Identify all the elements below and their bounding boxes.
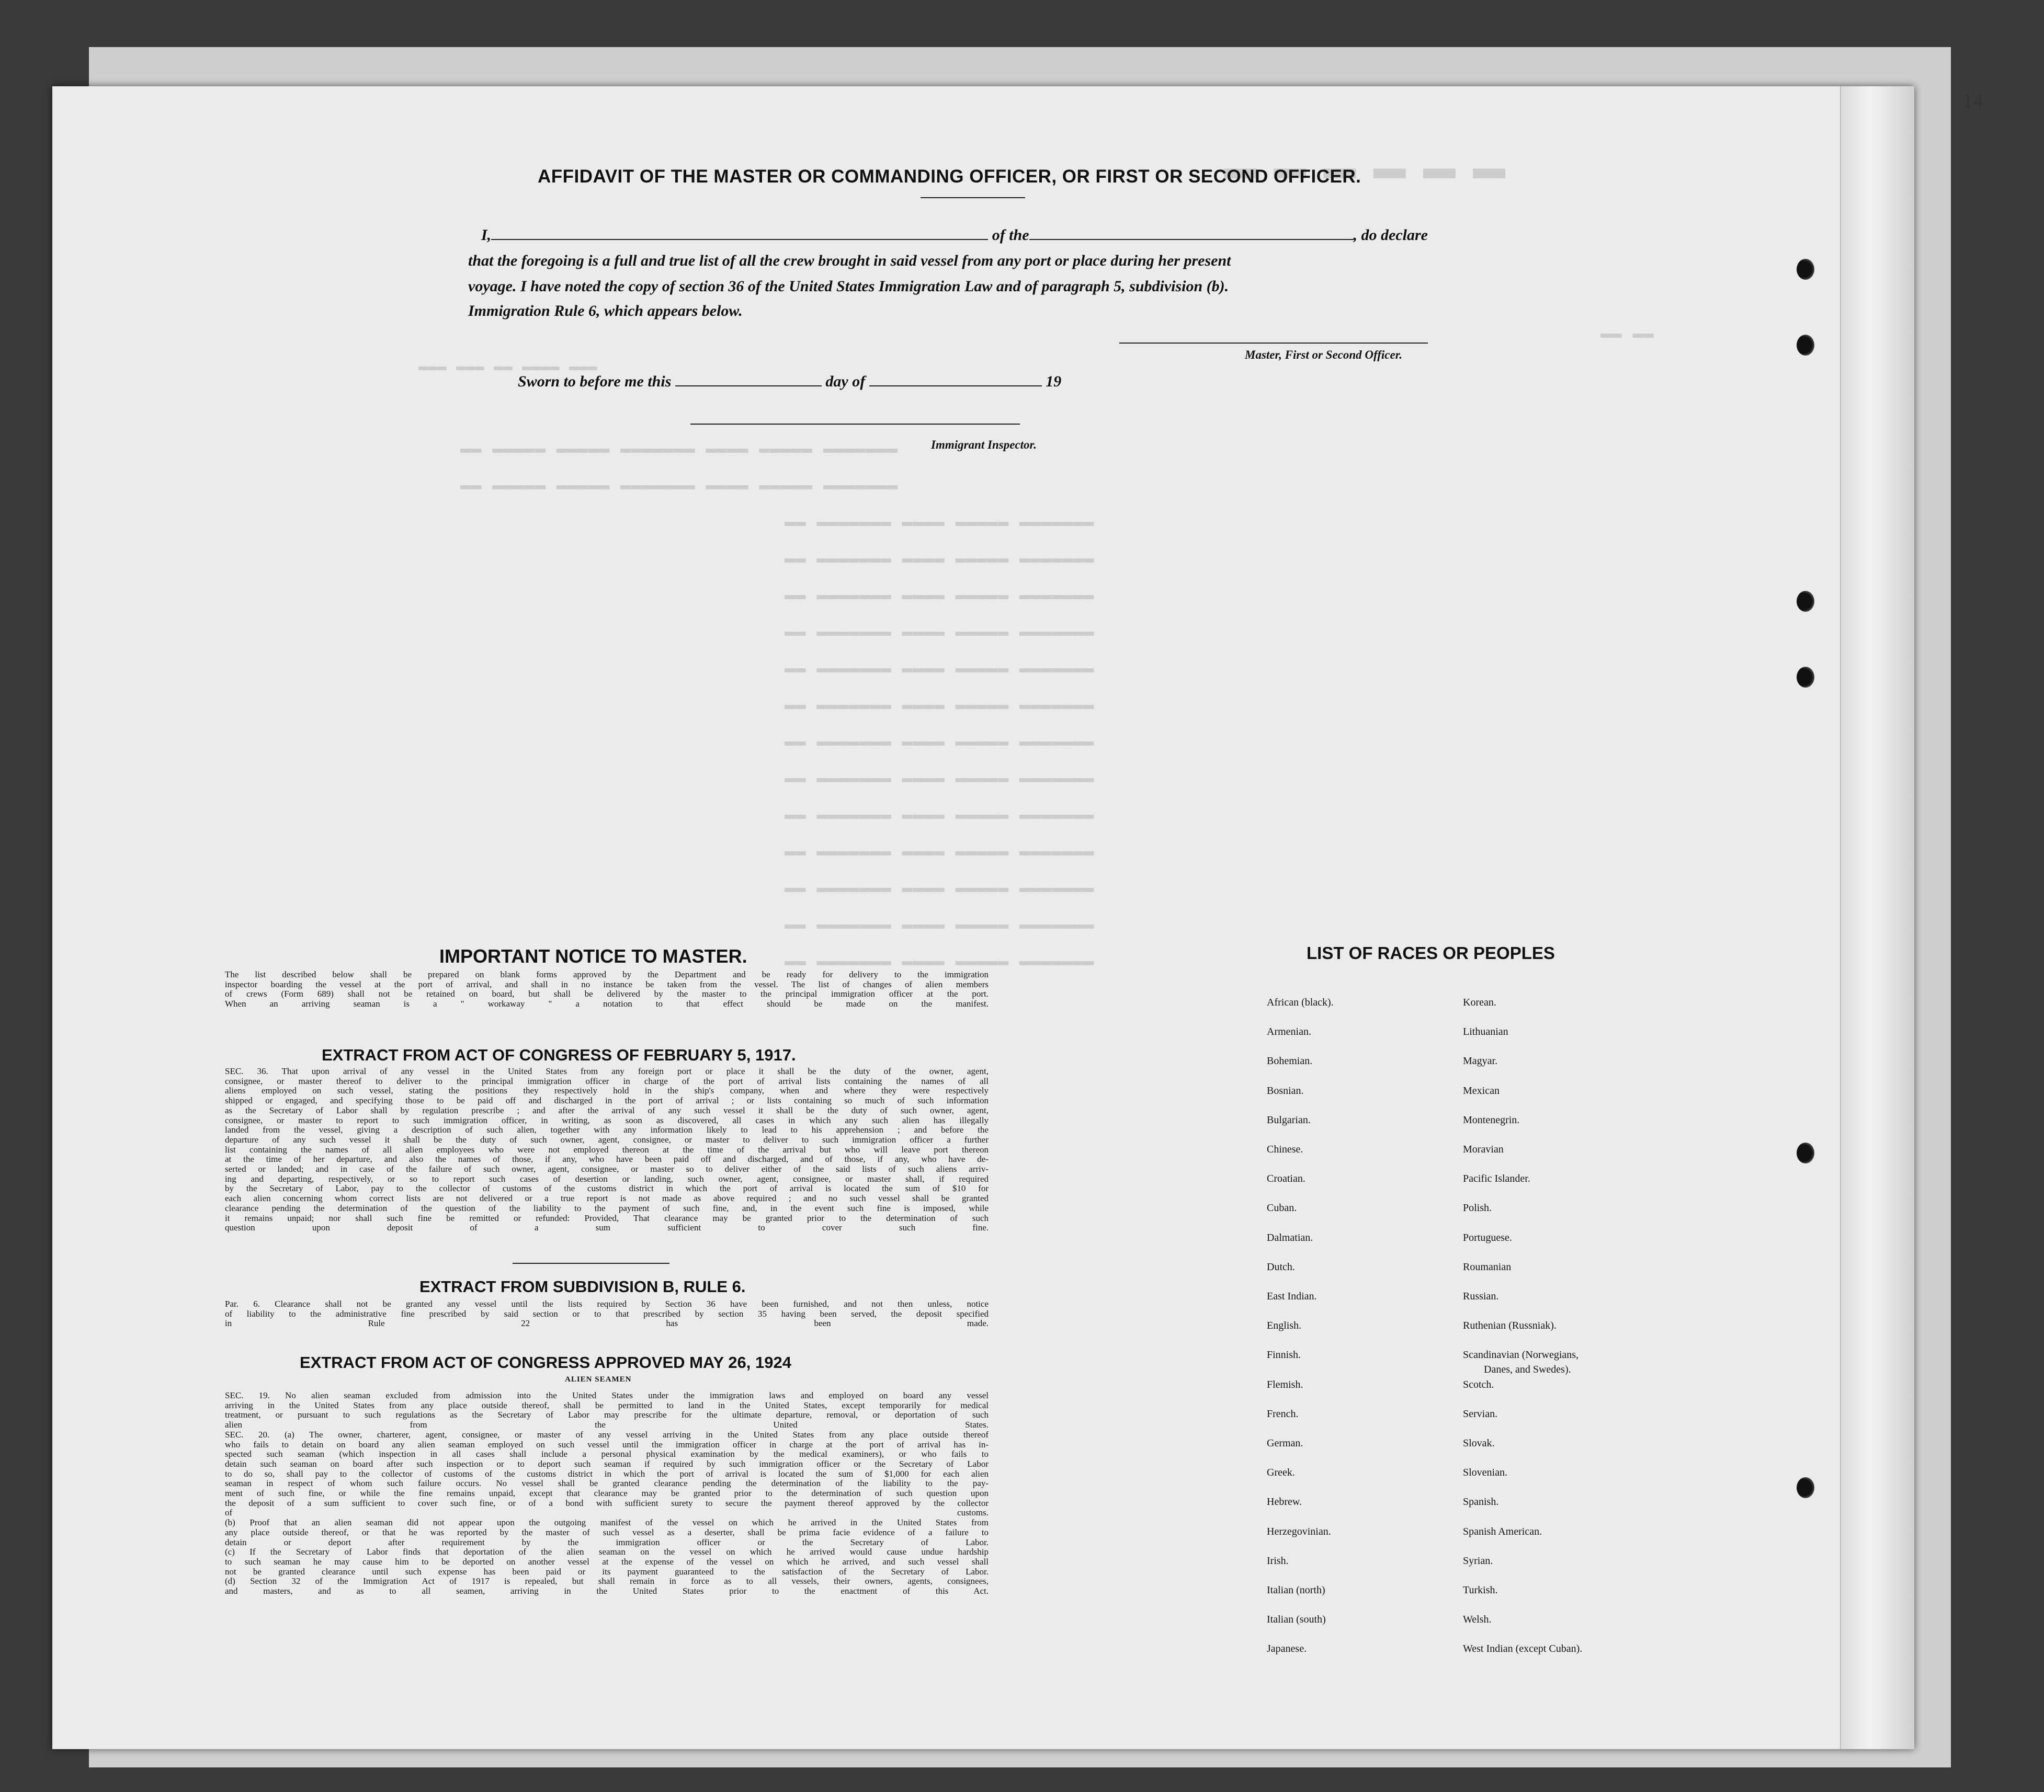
race-item: Scandinavian (Norwegians, bbox=[1463, 1349, 1579, 1361]
race-item: Montenegrin. bbox=[1463, 1114, 1520, 1126]
race-item: Ruthenian (Russniak). bbox=[1463, 1320, 1557, 1332]
notice-paragraph bbox=[225, 970, 989, 1009]
race-item: East Indian. bbox=[1267, 1291, 1317, 1302]
text-line: detain or deport after requirement by the immigration officer or the Secretary of Labor. bbox=[225, 1537, 989, 1547]
text-line: and masters, and as to all seamen, arriving in the United States prior to the enactment of this Act. bbox=[225, 1586, 989, 1596]
race-item: Herzegovinian. bbox=[1267, 1525, 1331, 1537]
affidavit-declare: , do declare bbox=[1353, 226, 1428, 244]
race-item: English. bbox=[1267, 1320, 1302, 1332]
race-item: Turkish. bbox=[1463, 1584, 1498, 1596]
race-item: Roumanian bbox=[1463, 1261, 1512, 1273]
sworn-day-blank[interactable] bbox=[675, 374, 822, 386]
race-item: Slovenian. bbox=[1463, 1467, 1507, 1479]
race-item: Syrian. bbox=[1463, 1555, 1493, 1567]
affidavit-of-the: of the bbox=[992, 226, 1029, 244]
race-item: Mexican bbox=[1463, 1085, 1500, 1097]
race-item: African (black). bbox=[1267, 997, 1334, 1008]
text-line: alien from the United States. bbox=[225, 1420, 989, 1430]
race-item: Italian (north) bbox=[1267, 1584, 1325, 1596]
race-item: Lithuanian bbox=[1463, 1026, 1508, 1038]
bleed-through-header-row: ▬▬▬ ▬▬▬ ▬▬ ▬▬▬▬ ▬▬▬ bbox=[418, 358, 598, 376]
sworn-year: 19 bbox=[1046, 373, 1062, 390]
master-signature-line[interactable] bbox=[1119, 343, 1428, 344]
text-line: arriving in the United States from any place outside thereof, shall be permitted to land in the United States, except temporarily for medical bbox=[225, 1400, 989, 1410]
race-item: Bosnian. bbox=[1267, 1085, 1304, 1097]
text-line: of customs. bbox=[225, 1508, 989, 1518]
affidavit-line-1 bbox=[481, 226, 1428, 244]
text-line: ing and departing, respectively, or so to report such cases of desertion or landing, such owner, agent, consignee, or master shall, if required bbox=[225, 1174, 989, 1184]
text-line: clearance pending the determination of the question of the liability to the payment of such fine, and, in the event such fine is imposed, while bbox=[225, 1203, 989, 1213]
text-line: (b) Proof that an alien seaman did not appear upon the outgoing manifest of the vessel on which he arrived in the United States from bbox=[225, 1518, 989, 1528]
bleed-through-row: ▬▬ ▬▬▬▬▬▬▬ ▬▬▬▬ ▬▬▬▬▬ ▬▬▬▬▬▬▬ bbox=[785, 512, 1094, 532]
race-item: Finnish. bbox=[1267, 1349, 1301, 1361]
race-item: Flemish. bbox=[1267, 1378, 1303, 1390]
master-signature-caption: Master, First or Second Officer. bbox=[1245, 348, 1403, 361]
text-line: departure of any such vessel it shall be the duty of such owner, agent, consignee, or master to deliver to such immigration officer a further bbox=[225, 1135, 989, 1145]
race-item: Croatian. bbox=[1267, 1173, 1305, 1185]
binder-hole bbox=[1797, 335, 1814, 356]
text-line: seaman in respect of whom such failure occurs. No vessel shall be granted clearance pending the determination of the liability to the pay- bbox=[225, 1479, 989, 1489]
binder-hole bbox=[1797, 667, 1814, 688]
text-line: consignee, or master to report to such immigration officer, in writing, as soon as discovered, all cases in which any such alien has illegally bbox=[225, 1115, 989, 1125]
race-item: Welsh. bbox=[1463, 1614, 1492, 1626]
text-line: SEC. 20. (a) The owner, charterer, agent, consignee, or master of any vessel arriving in the United States from any place outside thereof bbox=[225, 1430, 989, 1440]
race-item: Italian (south) bbox=[1267, 1614, 1326, 1626]
race-item: Spanish American. bbox=[1463, 1525, 1542, 1537]
text-line: the deposit of a sum sufficient to cover such fine, or of a bond with sufficient surety to secure the payment thereof approved by the collector bbox=[225, 1498, 989, 1508]
bleed-through-row: ▬▬ ▬▬▬▬▬ ▬▬▬▬▬ ▬▬▬▬▬▬▬ ▬▬▬▬ ▬▬▬▬▬ ▬▬▬▬▬▬▬ bbox=[460, 476, 898, 496]
text-line: at the time of her departure, and also the names of those, if any, who have been paid off and discharged, and of those, if any, who have de- bbox=[225, 1155, 989, 1165]
bleed-through-row: ▬▬ ▬▬▬▬▬▬▬ ▬▬▬▬ ▬▬▬▬▬ ▬▬▬▬▬▬▬ bbox=[785, 842, 1094, 862]
text-line: When an arriving seaman is a " workaway " a notation to that effect should be made on the manifest. bbox=[225, 999, 989, 1009]
affidavit-title: AFFIDAVIT OF THE MASTER OR COMMANDING OFFICER, OR FIRST OR SECOND OFFICER. bbox=[538, 166, 1361, 187]
text-line: ment of such fine, or while the fine remains unpaid, except that clearance may be granted prior to the determination of such question upon bbox=[225, 1489, 989, 1499]
bleed-through-row: ▬▬ ▬▬▬▬▬▬▬ ▬▬▬▬ ▬▬▬▬▬ ▬▬▬▬▬▬▬ bbox=[785, 549, 1094, 569]
sworn-prefix: Sworn to before me this bbox=[518, 373, 672, 390]
race-item: Pacific Islander. bbox=[1463, 1173, 1530, 1185]
race-item: Hebrew. bbox=[1267, 1496, 1302, 1508]
race-item: Bohemian. bbox=[1267, 1055, 1313, 1067]
bleed-through-heading: ▬ ▬ ▬ ▬ ▬ ▬ bbox=[1224, 150, 1510, 186]
text-line: (c) If the Secretary of Labor finds that deportation of the alien seaman on the vessel on which he arrived would cause undue hardship bbox=[225, 1547, 989, 1557]
bleed-through-fragment: ▬▬ ▬▬ bbox=[1600, 324, 1654, 344]
text-line: question upon deposit of a sum sufficient to cover such fine. bbox=[225, 1223, 989, 1233]
race-item: Dutch. bbox=[1267, 1261, 1295, 1273]
text-line: in Rule 22 has been made. bbox=[225, 1319, 989, 1329]
bleed-through-row: ▬▬ ▬▬▬▬▬▬▬ ▬▬▬▬ ▬▬▬▬▬ ▬▬▬▬▬▬▬ bbox=[785, 586, 1094, 606]
bleed-through-row: ▬▬ ▬▬▬▬▬ ▬▬▬▬▬ ▬▬▬▬▬▬▬ ▬▬▬▬ ▬▬▬▬▬ ▬▬▬▬▬▬▬ bbox=[460, 439, 898, 459]
inspector-signature-line[interactable] bbox=[690, 424, 1020, 425]
divider bbox=[513, 1263, 669, 1264]
race-item: Chinese. bbox=[1267, 1144, 1303, 1155]
alien-seamen-subtitle: ALIEN SEAMEN bbox=[565, 1375, 632, 1384]
race-item: Moravian bbox=[1463, 1144, 1504, 1155]
text-line: aliens employed on such vessel, stating the positions they respectively hold in the ship's company, when and where they were respectively bbox=[225, 1086, 989, 1096]
race-item: Magyar. bbox=[1463, 1055, 1498, 1067]
text-line: not be granted clearance until such expense has been paid or its payment guaranteed to the satisfaction of the Secretary of Labor. bbox=[225, 1567, 989, 1577]
race-item: Greek. bbox=[1267, 1467, 1295, 1479]
page-edge-strip bbox=[1840, 86, 1914, 1749]
text-line: serted or landed; and in case of the failure of such owner, agent, consignee, or master so to deliver either of the said lists of such aliens arriv- bbox=[225, 1165, 989, 1174]
race-item: Spanish. bbox=[1463, 1496, 1499, 1508]
rule-6-text bbox=[225, 1299, 989, 1329]
race-item: West Indian (except Cuban). bbox=[1463, 1643, 1583, 1655]
text-line: who fails to detain on board any alien seaman employed on such vessel until the immigration officer in charge at the port of arrival has in- bbox=[225, 1440, 989, 1449]
text-line: consignee, or master thereof to deliver to the principal immigration officer in charge of the port of arrival lists containing the names of all bbox=[225, 1076, 989, 1086]
binder-hole bbox=[1797, 591, 1814, 612]
bleed-through-row: ▬▬ ▬▬▬▬▬▬▬ ▬▬▬▬ ▬▬▬▬▬ ▬▬▬▬▬▬▬ bbox=[785, 659, 1094, 679]
race-item: Russian. bbox=[1463, 1291, 1499, 1302]
binder-hole bbox=[1797, 1477, 1814, 1498]
text-line: each alien concerning whom correct lists are not delivered or a true report is not made as above required ; and no such vessel shall be granted bbox=[225, 1194, 989, 1204]
title-underline bbox=[921, 197, 1025, 198]
text-line: inspector boarding the vessel at the port of arrival, and shall in no instance be taken from the vessel. The list of changes of alien members bbox=[225, 979, 989, 989]
bleed-through-row: ▬▬ ▬▬▬▬▬▬▬ ▬▬▬▬ ▬▬▬▬▬ ▬▬▬▬▬▬▬ bbox=[785, 805, 1094, 825]
text-line: spected such seaman (which inspection in all cases shall include a personal physical examination by the medical examiners), or who fails to bbox=[225, 1449, 989, 1459]
text-line: by the Secretary of Labor, pay to the collector of customs of the customs district in which the port of arrival is located the sum of $10 for bbox=[225, 1184, 989, 1194]
text-line: SEC. 36. That upon arrival of any vessel in the United States from any foreign port or place it shall be the duty of the owner, agent, bbox=[225, 1067, 989, 1076]
race-item: Servian. bbox=[1463, 1408, 1498, 1420]
text-line: to such seaman he may cause him to be deported on another vessel at the expense of the vessel on which he arrived, and such vessel shall bbox=[225, 1557, 989, 1567]
race-item: Korean. bbox=[1463, 997, 1496, 1008]
text-line: list containing the names of all alien employees who were not employed thereon at the time of the arrival but who will leave port thereon bbox=[225, 1145, 989, 1155]
extract-1924-text bbox=[225, 1391, 989, 1596]
text-line: landed from the vessel, giving a description of such alien, together with any information likely to lead to his apprehension ; and before the bbox=[225, 1125, 989, 1135]
notice-title: IMPORTANT NOTICE TO MASTER. bbox=[439, 945, 747, 967]
bleed-through-row: ▬▬ ▬▬▬▬▬▬▬ ▬▬▬▬ ▬▬▬▬▬ ▬▬▬▬▬▬▬ bbox=[785, 769, 1094, 789]
text-line: treatment, or pursuant to such regulations as the Secretary of Labor may prescribe for the ultimate departure, removal, or deportation of such bbox=[225, 1410, 989, 1420]
race-item: Bulgarian. bbox=[1267, 1114, 1311, 1126]
text-line: to do so, shall pay to the collector of customs of the customs district in which the port of arrival is located the sum of $1,000 for each alien bbox=[225, 1469, 989, 1479]
extract-1917-title: EXTRACT FROM ACT OF CONGRESS OF FEBRUARY 5, 1917. bbox=[322, 1046, 796, 1064]
text-line: as the Secretary of Labor shall by regulation prescribe ; and after the arrival of any such vessel it shall be the duty of such owner, agent, bbox=[225, 1105, 989, 1115]
race-item: Slovak. bbox=[1463, 1437, 1495, 1449]
race-item: Armenian. bbox=[1267, 1026, 1311, 1038]
affidavit-line-2: that the foregoing is a full and true list of all the crew brought in said vessel from any port or place during her present bbox=[468, 252, 1231, 269]
page-number-stamp: 14 bbox=[1962, 88, 1983, 112]
binder-hole bbox=[1797, 259, 1814, 280]
extract-1917-text bbox=[225, 1067, 989, 1233]
affidavit-line-3: voyage. I have noted the copy of section 36 of the United States Immigration Law and of paragraph 5, subdivision (b). bbox=[468, 278, 1229, 295]
text-line: The list described below shall be prepared on blank forms approved by the Department and be ready for delivery to the immigration bbox=[225, 970, 989, 979]
text-line: SEC. 19. No alien seaman excluded from admission into the United States under the immigration laws and employed on board any vessel bbox=[225, 1391, 989, 1400]
races-title: LIST OF RACES OR PEOPLES bbox=[1307, 943, 1555, 963]
affidavit-prefix: I, bbox=[481, 226, 492, 244]
extract-1924-title: EXTRACT FROM ACT OF CONGRESS APPROVED MAY 26, 1924 bbox=[300, 1353, 791, 1372]
race-item: Japanese. bbox=[1267, 1643, 1307, 1655]
bleed-through-row: ▬▬ ▬▬▬▬▬▬▬ ▬▬▬▬ ▬▬▬▬▬ ▬▬▬▬▬▬▬ bbox=[785, 695, 1094, 715]
text-line: detain such seaman on board after such inspection or to deport such seaman if required by such immigration officer or the Secretary of Labor bbox=[225, 1459, 989, 1469]
affidavit-line-4: Immigration Rule 6, which appears below. bbox=[468, 302, 743, 319]
binder-hole bbox=[1797, 1143, 1814, 1163]
text-line: (d) Section 32 of the Immigration Act of 1917 is repealed, but shall remain in force as to all vessels, their owners, agents, consignees, bbox=[225, 1577, 989, 1586]
race-item: Danes, and Swedes). bbox=[1484, 1364, 1571, 1376]
race-item: Dalmatian. bbox=[1267, 1231, 1313, 1243]
text-line: of crews (Form 689) shall not be retained on board, but shall be delivered by the master to the principal immigration officer at the port. bbox=[225, 989, 989, 999]
race-item: Polish. bbox=[1463, 1202, 1492, 1214]
rule-6-title: EXTRACT FROM SUBDIVISION B, RULE 6. bbox=[419, 1277, 746, 1296]
race-item: German. bbox=[1267, 1437, 1303, 1449]
race-item: Cuban. bbox=[1267, 1202, 1297, 1214]
inspector-caption: Immigrant Inspector. bbox=[931, 438, 1037, 451]
bleed-through-row: ▬▬ ▬▬▬▬▬▬▬ ▬▬▬▬ ▬▬▬▬▬ ▬▬▬▬▬▬▬ bbox=[785, 732, 1094, 752]
bleed-through-row: ▬▬ ▬▬▬▬▬▬▬ ▬▬▬▬ ▬▬▬▬▬ ▬▬▬▬▬▬▬ bbox=[785, 622, 1094, 642]
bleed-through-row: ▬▬ ▬▬▬▬▬▬▬ ▬▬▬▬ ▬▬▬▬▬ ▬▬▬▬▬▬▬ bbox=[785, 952, 1094, 972]
name-blank[interactable] bbox=[491, 227, 988, 240]
race-item: French. bbox=[1267, 1408, 1299, 1420]
text-line: it remains unpaid; nor shall such fine be remitted or refunded: Provided, That clearance may be granted prior to the determination of such bbox=[225, 1213, 989, 1223]
race-item: Portuguese. bbox=[1463, 1231, 1512, 1243]
text-line: Par. 6. Clearance shall not be granted any vessel until the lists required by Section 36 have been furnished, and not then unless, notice bbox=[225, 1299, 989, 1309]
bleed-through-row: ▬▬ ▬▬▬▬▬▬▬ ▬▬▬▬ ▬▬▬▬▬ ▬▬▬▬▬▬▬ bbox=[785, 915, 1094, 935]
race-item: Irish. bbox=[1267, 1555, 1289, 1567]
race-item: Scotch. bbox=[1463, 1378, 1494, 1390]
sworn-line bbox=[518, 373, 1061, 391]
text-line: shipped or engaged, and specifying those to be paid off and discharged in the port of arrival ; or lists containing so much of such information bbox=[225, 1096, 989, 1106]
bleed-through-row: ▬▬ ▬▬▬▬▬▬▬ ▬▬▬▬ ▬▬▬▬▬ ▬▬▬▬▬▬▬ bbox=[785, 878, 1094, 898]
sworn-day-label: day of bbox=[825, 373, 866, 390]
text-line: any place outside thereof, or that he was reported by the master of such vessel as a deserter, shall be prima facie evidence of a failure to bbox=[225, 1527, 989, 1537]
vessel-blank[interactable] bbox=[1029, 227, 1354, 240]
text-line: of liability to the administrative fine prescribed by said section or to that prescribed by section 35 having been served, the deposit specified bbox=[225, 1309, 989, 1319]
sworn-month-blank[interactable] bbox=[869, 374, 1042, 386]
